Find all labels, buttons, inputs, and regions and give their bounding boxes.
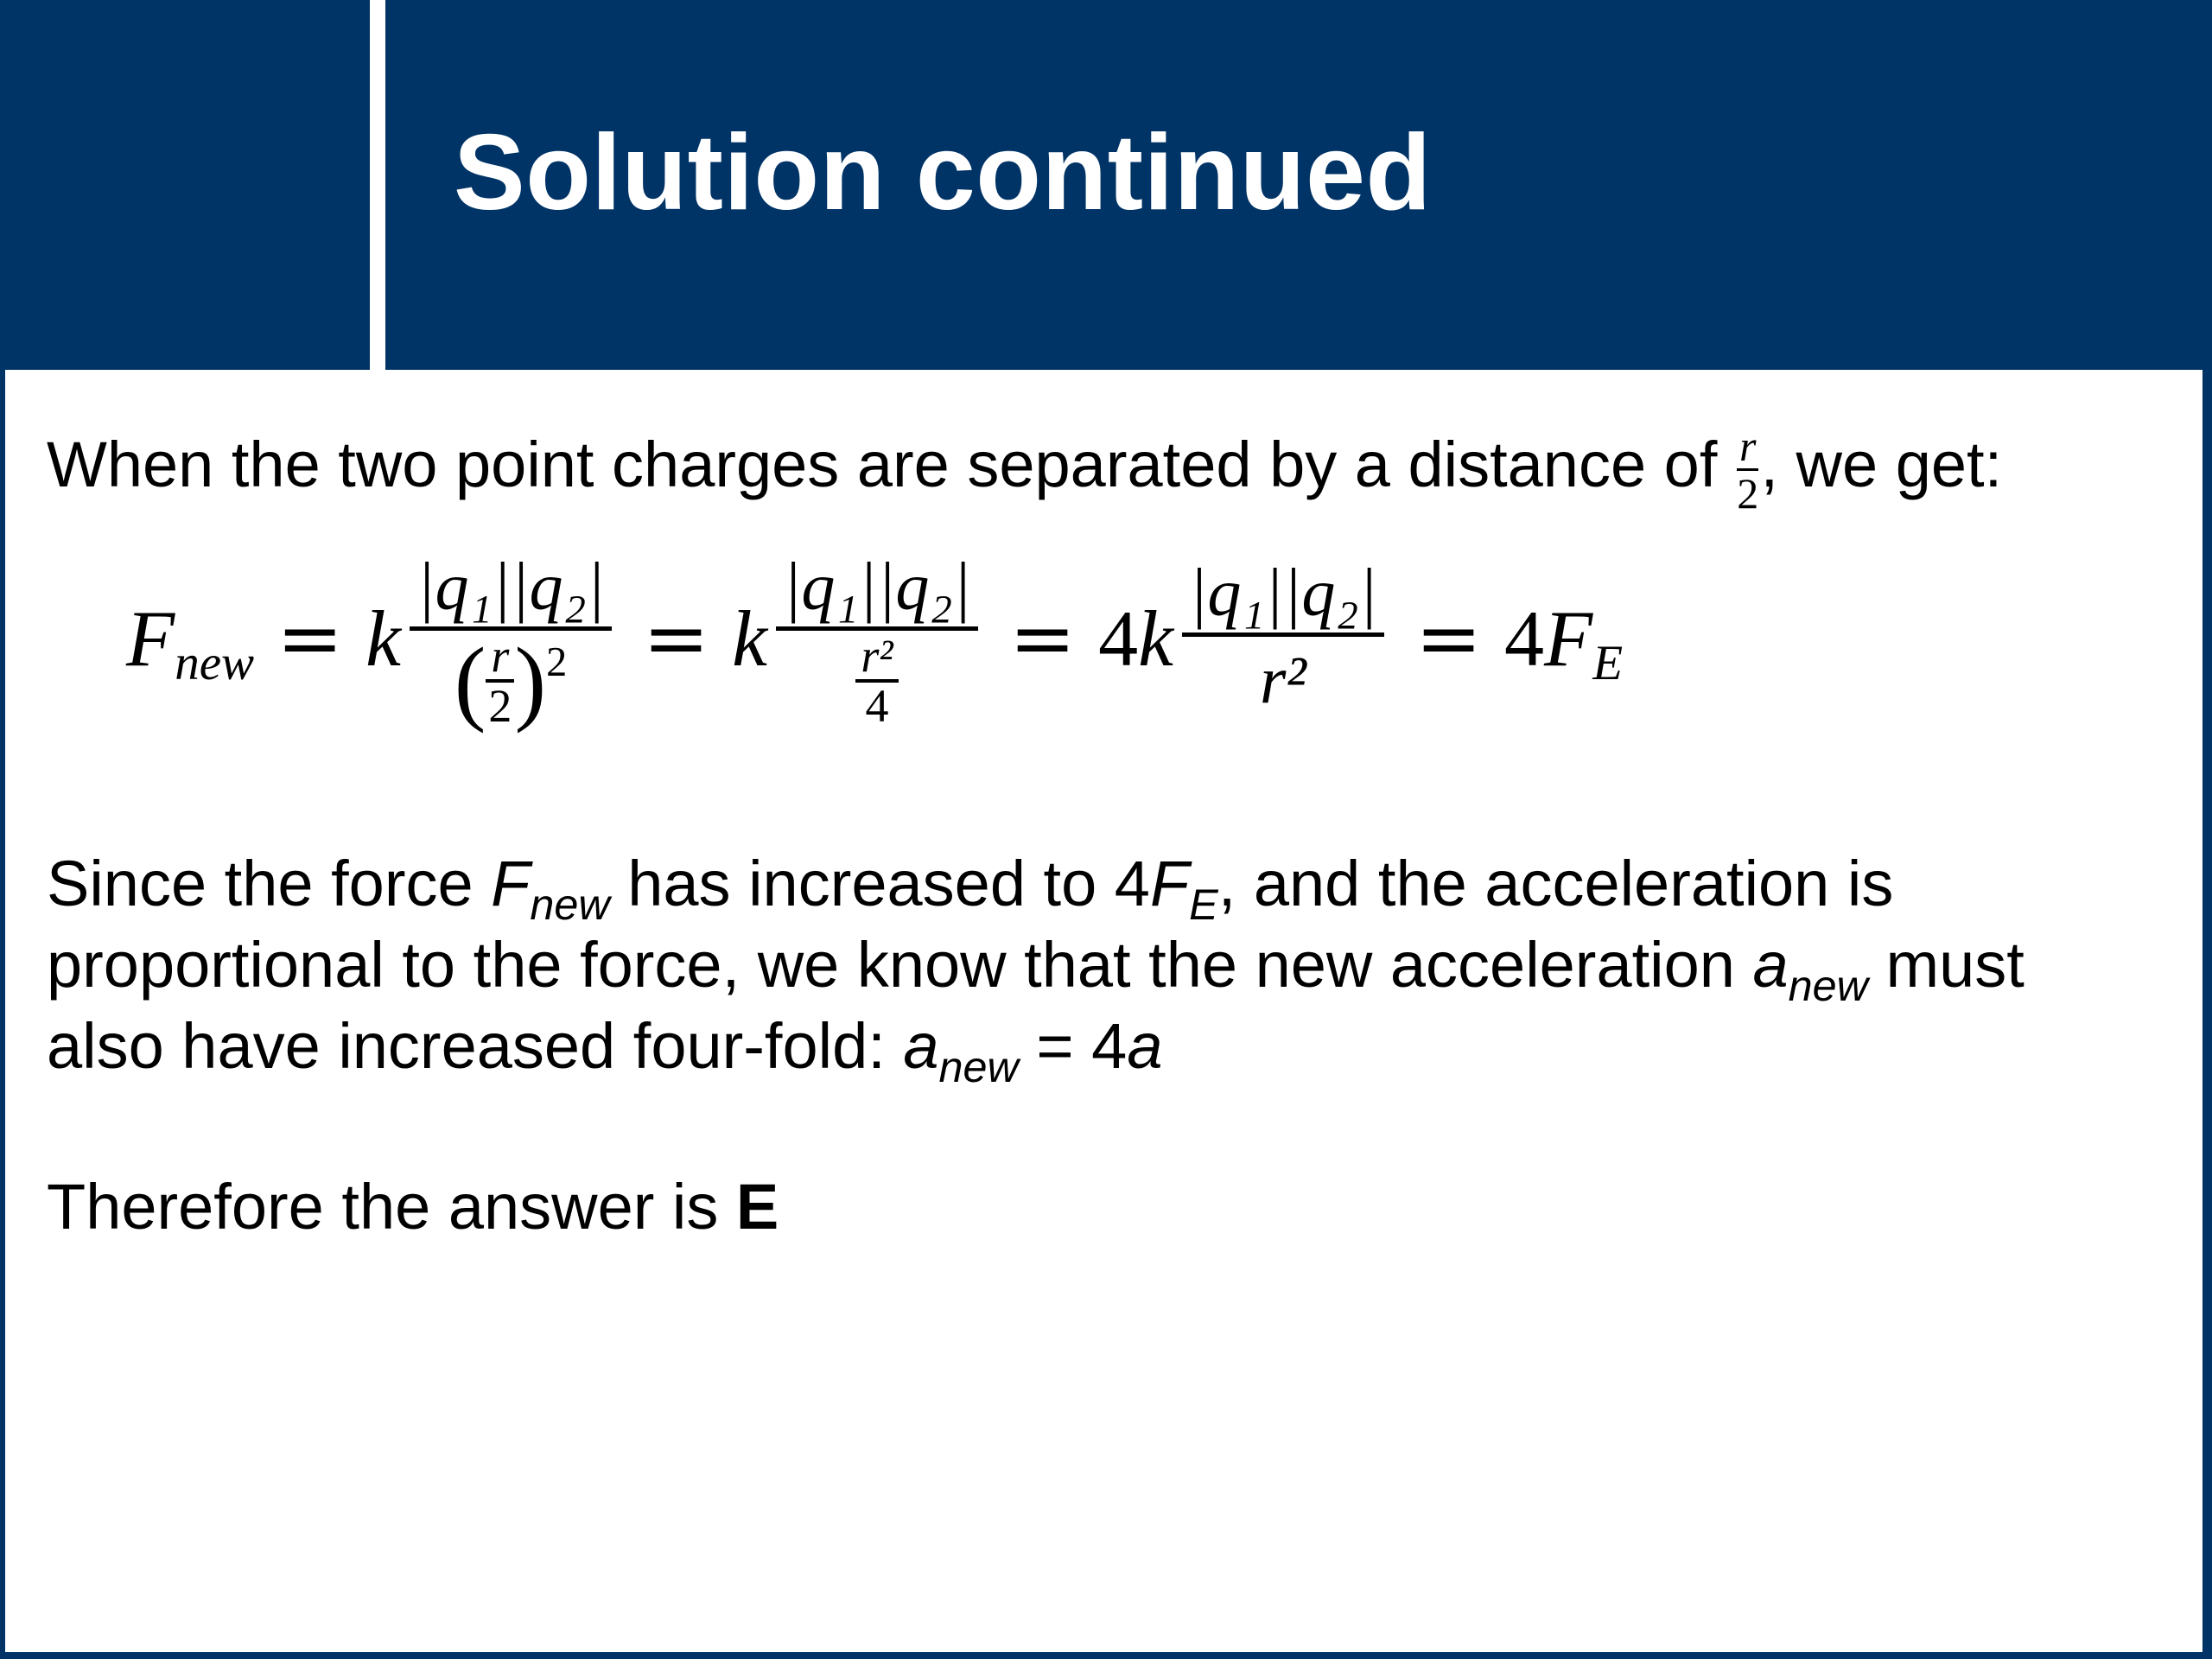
eq-fraction-2-denominator: $\frac{\text{r²}}{4}$ xyxy=(855,631,898,729)
content-panel xyxy=(5,370,2202,1652)
explanation-line-1: Since the force $F_{new}$ has increased to $4F_E$, and the acceleration is xyxy=(47,848,1894,930)
eq-fraction-1-numerator: |q₁||q₂| xyxy=(410,547,612,631)
eq-fraction-2-numerator: |q₁||q₂| xyxy=(776,547,978,631)
eq-equals-3: = xyxy=(1008,592,1077,685)
eq-4k: 4k xyxy=(1098,594,1173,683)
eq-rhs: 4FE xyxy=(1504,594,1624,690)
eq-k-2: k xyxy=(732,594,767,683)
intro-text: When the two point charges are separated by a distance of xyxy=(47,429,1718,501)
eq-equals-2: = xyxy=(643,592,710,685)
eq-fraction-3 xyxy=(1182,553,1384,723)
inline-fraction-numerator: r xyxy=(1737,423,1758,471)
answer-letter: E xyxy=(735,1171,779,1243)
header-bar xyxy=(0,0,2212,370)
eq-fraction-3-numerator: |q₁||q₂| xyxy=(1182,553,1384,637)
eq-fraction-2 xyxy=(776,547,978,733)
eq-k-1: k xyxy=(365,594,402,683)
conclusion-text: Therefore the answer is xyxy=(47,1171,736,1243)
explanation-line-3: also have increased four-fold: $a_{new} = 4a$ xyxy=(47,1010,1163,1092)
inline-fraction-denominator: 2 xyxy=(1737,469,1759,518)
force-equation xyxy=(126,547,1624,734)
intro-line xyxy=(47,423,2002,516)
header-divider xyxy=(370,0,385,370)
intro-text-end: , we get: xyxy=(1760,429,2003,501)
page-title: Solution continued xyxy=(454,113,1432,232)
conclusion-line xyxy=(47,1166,779,1248)
inline-fraction xyxy=(1737,423,1758,516)
eq-fraction-1-denominator: ( $\frac{r}{2}$ )$^2$ xyxy=(454,628,568,734)
eq-equals-1: = xyxy=(276,592,344,685)
eq-lhs: Fnew xyxy=(126,594,255,690)
eq-fraction-1 xyxy=(410,547,612,734)
eq-fraction-3-denominator: r² xyxy=(1260,642,1306,718)
eq-equals-4: = xyxy=(1414,592,1483,685)
explanation-line-2: proportional to the force, we know that the new acceleration $a_{new}$ must xyxy=(47,929,2024,1011)
